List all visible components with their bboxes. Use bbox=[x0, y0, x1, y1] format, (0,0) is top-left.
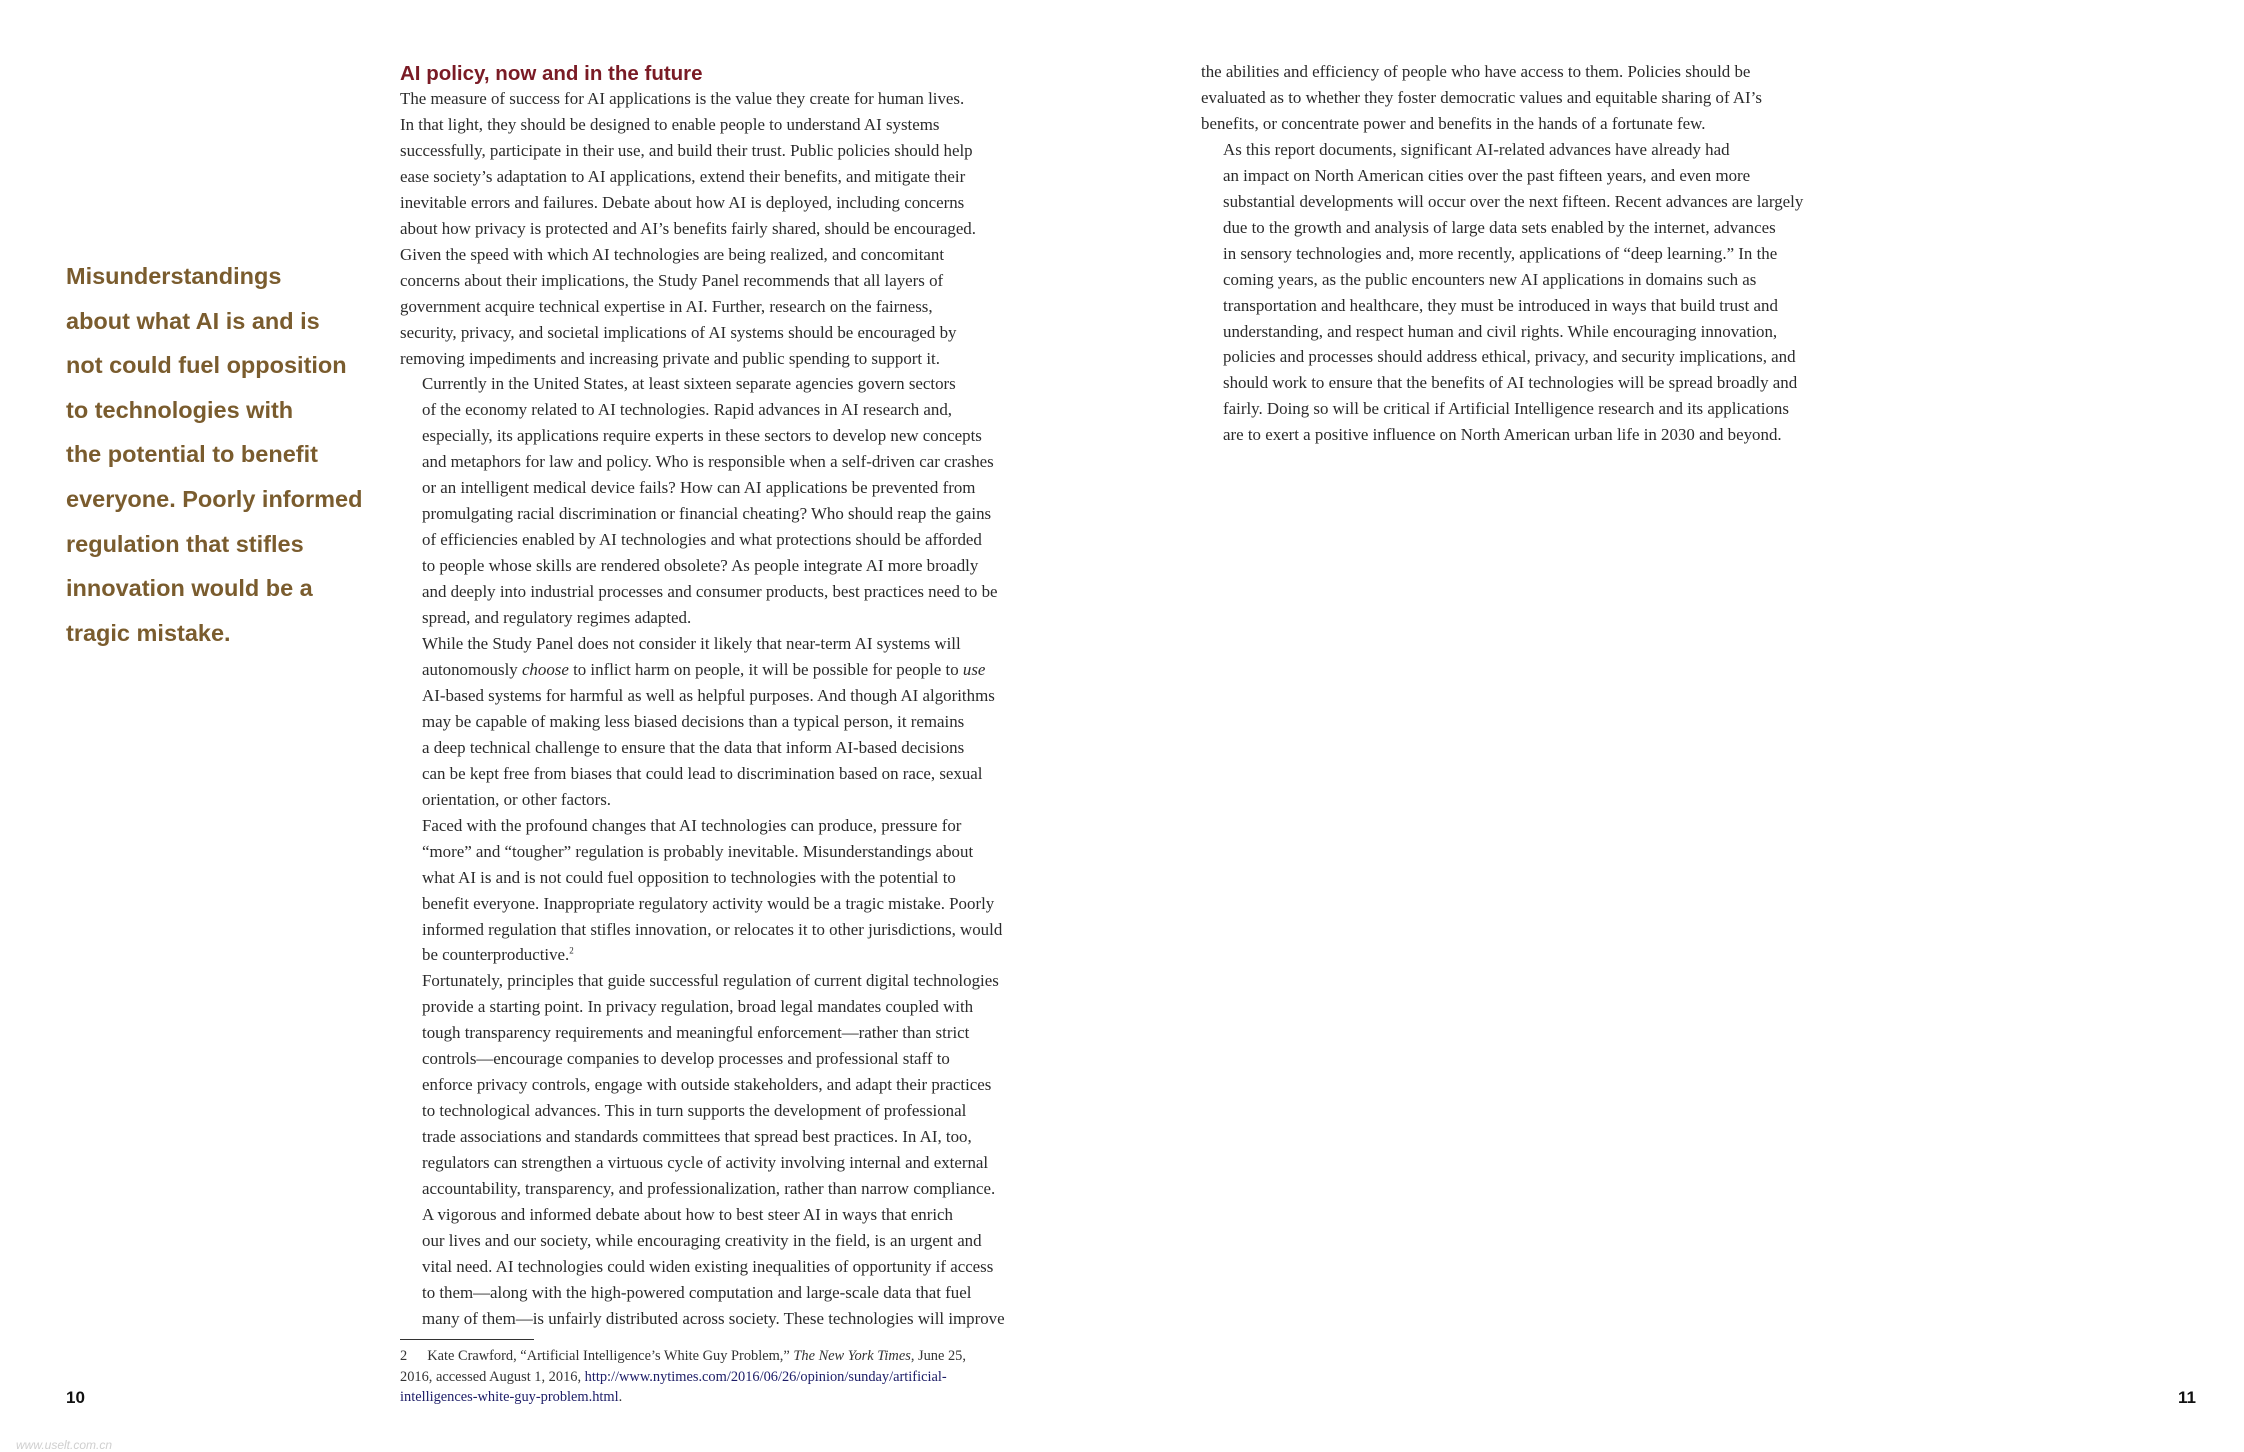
text-line: Fortunately, principles that guide successful regulation of current digital technologies bbox=[422, 971, 999, 991]
text-line: accountability, transparency, and professionalization, rather than narrow compliance. bbox=[422, 1179, 996, 1199]
text-run: 2016, accessed August 1, 2016, bbox=[400, 1368, 585, 1385]
text-line: coming years, as the public encounters new AI applications in domains such as bbox=[1223, 269, 1757, 289]
watermark: www.uselt.com.cn bbox=[16, 1438, 113, 1452]
text-line: Faced with the profound changes that AI technologies can produce, pressure for bbox=[422, 815, 962, 835]
text-line: In that light, they should be designed to enable people to understand AI systems bbox=[400, 114, 940, 134]
paragraph-6 bbox=[400, 1202, 1080, 1332]
text-line: an impact on North American cities over the past fifteen years, and even more bbox=[1223, 165, 1751, 185]
text-line: trade associations and standards committees that spread best practices. In AI, too, bbox=[422, 1127, 972, 1147]
text-line: orientation, or other factors. bbox=[422, 789, 612, 809]
paragraph-8 bbox=[1201, 137, 1881, 448]
footnote-line bbox=[400, 1346, 1080, 1367]
text-run: Kate Crawford, “Artificial Intelligence’s White Guy Problem,” bbox=[427, 1348, 794, 1364]
text-line: due to the growth and analysis of large data sets enabled by the internet, advances bbox=[1223, 217, 1776, 237]
pull-quote-line: to technologies with bbox=[66, 396, 294, 423]
text-line: benefits, or concentrate power and benefits in the hands of a fortunate few. bbox=[1201, 113, 1706, 133]
text-line: provide a starting point. In privacy regulation, broad legal mandates coupled with bbox=[422, 997, 974, 1017]
publication-title: The New York Times bbox=[793, 1348, 911, 1364]
text-line: to technological advances. This in turn supports the development of professional bbox=[422, 1101, 967, 1121]
text-line: “more” and “tougher” regulation is probably inevitable. Misunderstandings about bbox=[422, 841, 974, 861]
pull-quote bbox=[66, 254, 366, 655]
text-line: to people whose skills are rendered obsolete? As people integrate AI more broadly bbox=[422, 556, 979, 576]
text-line: especially, its applications require experts in these sectors to develop new concepts bbox=[422, 426, 982, 446]
footnote-divider bbox=[400, 1339, 534, 1340]
text-line: controls—encourage companies to develop processes and professional staff to bbox=[422, 1049, 950, 1069]
text-line: benefit everyone. Inappropriate regulatory activity would be a tragic mistake. Poorly bbox=[422, 893, 995, 913]
text-line: spread, and regulatory regimes adapted. bbox=[422, 608, 692, 628]
text-line: removing impediments and increasing private and public spending to support it. bbox=[400, 348, 940, 368]
text-line: what AI is and is not could fuel opposition to technologies with the potential to bbox=[422, 867, 956, 887]
text-line: and metaphors for law and policy. Who is responsible when a self-driven car crashes bbox=[422, 452, 994, 472]
text-line: informed regulation that stifles innovation, or relocates it to other jurisdictions, would bbox=[422, 919, 1003, 939]
text-line: can be kept free from biases that could lead to discrimination based on race, sexual bbox=[422, 763, 983, 783]
footnote-reference[interactable]: 2 bbox=[569, 945, 574, 956]
text-line: inevitable errors and failures. Debate about how AI is deployed, including concerns bbox=[400, 192, 965, 212]
text-line: the abilities and efficiency of people who have access to them. Policies should be bbox=[1201, 62, 1751, 81]
page-number-right: 11 bbox=[2178, 1388, 2196, 1407]
text-line bbox=[400, 942, 1080, 968]
text-run: autonomously bbox=[422, 659, 522, 679]
footnote-line bbox=[400, 1367, 1080, 1388]
pull-quote-line: Misunderstandings bbox=[66, 263, 282, 289]
text-line: Currently in the United States, at least sixteen separate agencies govern sectors bbox=[422, 374, 956, 394]
pull-quote-line: the potential to benefit bbox=[66, 441, 318, 468]
text-run: to inflict harm on people, it will be possible for people to bbox=[568, 659, 963, 679]
emphasis-use: use bbox=[962, 659, 986, 679]
text-run: be counterproductive. bbox=[422, 945, 570, 965]
text-line: may be capable of making less biased decisions than a typical person, it remains bbox=[422, 711, 965, 731]
text-line: enforce privacy controls, engage with outside stakeholders, and adapt their practices bbox=[422, 1075, 992, 1095]
footnote-link[interactable]: intelligences-white-guy-problem.html bbox=[400, 1389, 619, 1405]
text-line: AI-based systems for harmful as well as helpful purposes. And though AI algorithms bbox=[422, 685, 995, 705]
text-line: should work to ensure that the benefits of AI technologies will be spread broadly and bbox=[1223, 373, 1798, 393]
text-line: of efficiencies enabled by AI technologies and what protections should be afforded bbox=[422, 530, 982, 550]
text-line: promulgating racial discrimination or financial cheating? Who should reap the gains bbox=[422, 504, 992, 524]
text-line bbox=[400, 657, 1080, 683]
text-line: our lives and our society, while encouraging creativity in the field, is an urgent and bbox=[422, 1230, 982, 1250]
text-line: While the Study Panel does not consider it likely that near-term AI systems will bbox=[422, 634, 961, 654]
paragraph-3 bbox=[400, 631, 1080, 813]
pull-quote-line: everyone. Poorly informed bbox=[66, 485, 363, 512]
text-line: A vigorous and informed debate about how to best steer AI in ways that enrich bbox=[422, 1204, 953, 1224]
pull-quote-line: regulation that stifles bbox=[66, 530, 304, 557]
text-line: to them—along with the high-powered computation and large-scale data that fuel bbox=[422, 1282, 972, 1302]
left-column bbox=[400, 59, 1080, 1332]
text-line: substantial developments will occur over the next fifteen. Recent advances are largely bbox=[1223, 191, 1804, 211]
text-line: in sensory technologies and, more recently, applications of “deep learning.” In the bbox=[1223, 243, 1778, 263]
text-line: and deeply into industrial processes and consumer products, best practices need to be bbox=[422, 582, 998, 602]
pull-quote-line: not could fuel opposition bbox=[66, 352, 347, 379]
footnote-number: 2 bbox=[400, 1348, 408, 1364]
text-line: fairly. Doing so will be critical if Artificial Intelligence research and its applications bbox=[1223, 399, 1789, 419]
text-line: As this report documents, significant AI-related advances have already had bbox=[1223, 139, 1730, 159]
text-line: regulators can strengthen a virtuous cycle of activity involving internal and external bbox=[422, 1153, 989, 1173]
text-line: of the economy related to AI technologies. Rapid advances in AI research and, bbox=[422, 400, 952, 420]
right-column bbox=[1201, 59, 1881, 448]
text-line: Given the speed with which AI technologies are being realized, and concomitant bbox=[400, 244, 945, 264]
paragraph-7 bbox=[1201, 59, 1881, 137]
text-line: vital need. AI technologies could widen existing inequalities of opportunity if access bbox=[422, 1256, 994, 1276]
text-line: are to exert a positive influence on North American urban life in 2030 and beyond. bbox=[1223, 425, 1782, 445]
text-run: , June 25, bbox=[910, 1348, 966, 1364]
text-run: . bbox=[618, 1389, 623, 1405]
text-line: understanding, and respect human and civil rights. While encouraging innovation, bbox=[1223, 321, 1778, 341]
text-line: concerns about their implications, the Study Panel recommends that all layers of bbox=[400, 270, 944, 290]
text-line: about how privacy is protected and AI’s benefits fairly shared, should be encouraged. bbox=[400, 218, 976, 238]
text-line: a deep technical challenge to ensure that the data that inform AI-based decisions bbox=[422, 737, 965, 757]
footnote bbox=[400, 1346, 1080, 1408]
text-line: government acquire technical expertise in AI. Further, research on the fairness, bbox=[400, 296, 933, 316]
text-line: policies and processes should address ethical, privacy, and security implications, and bbox=[1223, 347, 1796, 367]
page-number-left: 10 bbox=[66, 1388, 85, 1407]
section-heading: AI policy, now and in the future bbox=[400, 62, 703, 85]
pull-quote-line: tragic mistake. bbox=[66, 619, 231, 646]
text-line: transportation and healthcare, they must be introduced in ways that build trust and bbox=[1223, 295, 1778, 315]
text-line: successfully, participate in their use, and build their trust. Public policies should help bbox=[400, 140, 973, 160]
text-line: The measure of success for AI applications is the value they create for human lives. bbox=[400, 89, 965, 108]
text-line: or an intelligent medical device fails? How can AI applications be prevented from bbox=[422, 478, 976, 498]
text-line: many of them—is unfairly distributed across society. These technologies will improve bbox=[422, 1308, 1005, 1328]
text-line: tough transparency requirements and meaningful enforcement—rather than strict bbox=[422, 1023, 970, 1043]
paragraph-1 bbox=[400, 86, 1080, 371]
paragraph-4 bbox=[400, 813, 1080, 969]
text-line: evaluated as to whether they foster democratic values and equitable sharing of AI’s bbox=[1201, 87, 1762, 107]
text-line: security, privacy, and societal implications of AI systems should be encouraged by bbox=[400, 322, 957, 342]
pull-quote-line: innovation would be a bbox=[66, 575, 313, 602]
text-line: ease society’s adaptation to AI applications, extend their benefits, and mitigate their bbox=[400, 166, 966, 186]
emphasis-choose: choose bbox=[521, 659, 569, 679]
pull-quote-line: about what AI is and is bbox=[66, 307, 320, 334]
paragraph-5 bbox=[400, 968, 1080, 1202]
footnote-link[interactable]: http://www.nytimes.com/2016/06/26/opinion/sunday/artificial- bbox=[584, 1368, 947, 1385]
footnote-line bbox=[400, 1387, 1080, 1408]
paragraph-2 bbox=[400, 371, 1080, 631]
